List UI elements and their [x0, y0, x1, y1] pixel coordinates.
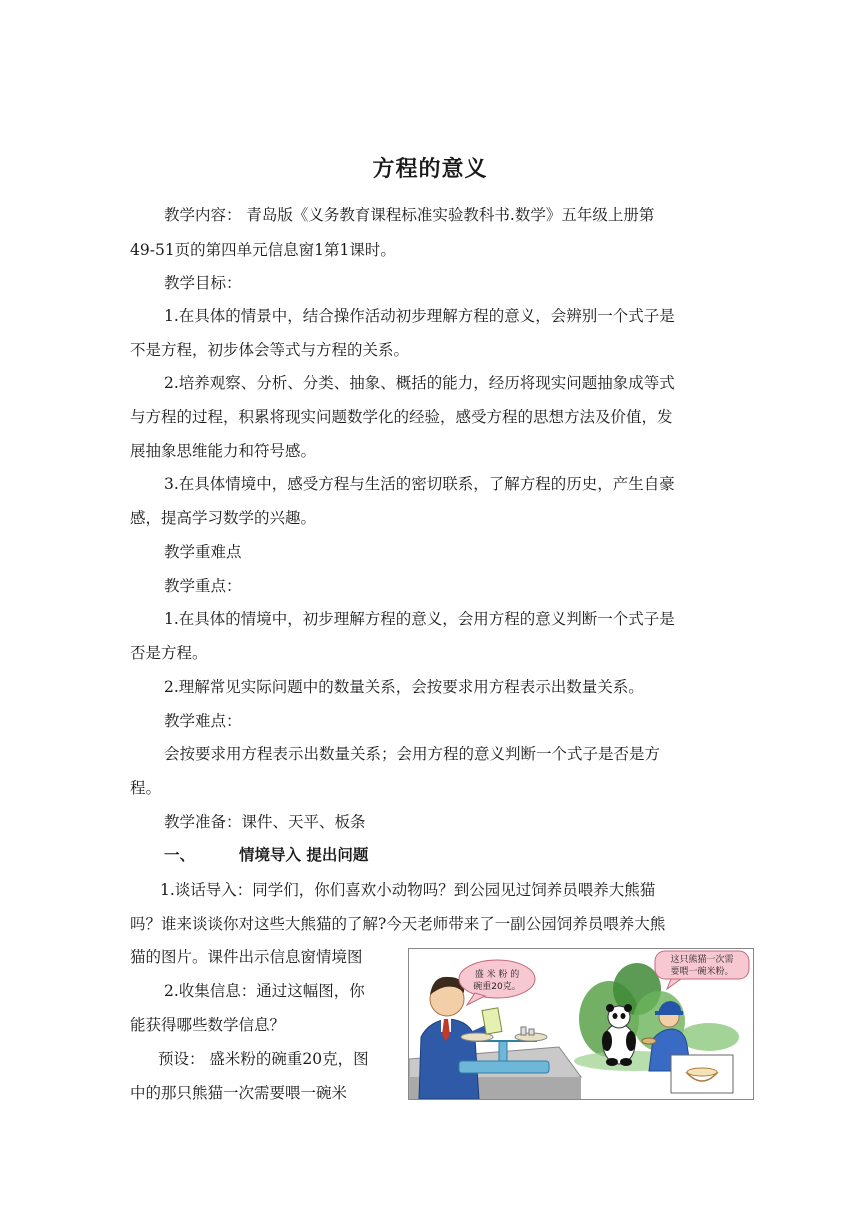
text-line: 否是方程。	[130, 644, 208, 662]
text-line: 中的那只熊猫一次需要喂一碗米	[130, 1084, 348, 1102]
page-title: 方程的意义	[372, 157, 488, 182]
balance-scale	[459, 1008, 549, 1073]
section-heading	[164, 845, 368, 865]
situation-illustration	[408, 948, 754, 1100]
text-line: 3.在具体情境中，感受方程与生活的密切联系，了解方程的历史，产生自豪	[164, 475, 675, 493]
bowl-inset	[671, 1055, 733, 1093]
bubble-right-line2: 要喂一碗米粉。	[670, 967, 734, 977]
text-line: 与方程的过程，积累将现实问题数学化的经验，感受方程的思想方法及价值，发	[130, 408, 673, 426]
text-line: 2.收集信息：通过这幅图，你	[164, 982, 365, 1000]
speech-bubble-right	[655, 951, 749, 989]
illustration-svg	[409, 949, 753, 1099]
subheading-key-points: 教学重点：	[164, 577, 242, 595]
text-line: 1.在具体的情景中，结合操作活动初步理解方程的意义，会辨别一个式子是	[164, 307, 675, 325]
speech-bubble-left	[459, 960, 535, 1005]
text-line: 不是方程，初步体会等式与方程的关系。	[130, 341, 410, 359]
text-line: 展抽象思维能力和符号感。	[130, 442, 317, 460]
text-line: 吗？谁来谈谈你对这些大熊猫的了解?今天老师带来了一副公园饲养员喂养大熊	[130, 915, 666, 933]
text-line: 能获得哪些数学信息？	[130, 1016, 286, 1034]
text-line: 1.谈话导入：同学们，你们喜欢小动物吗？到公园见过饲养员喂养大熊猫	[160, 881, 656, 899]
bubble-left-line1: 盛 米 粉 的	[474, 970, 520, 980]
text-line: 猫的图片。课件出示信息窗情境图	[130, 948, 363, 966]
text-line: 2.培养观察、分析、分类、抽象、概括的能力，经历将现实问题抽象成等式	[164, 374, 675, 392]
text-line: 预设： 盛米粉的碗重20克，图	[158, 1050, 369, 1068]
text-line: 会按要求用方程表示出数量关系；会用方程的意义判断一个式子是否是方	[164, 745, 661, 763]
section-title: 情境导入 提出问题	[239, 846, 369, 864]
text-line: 感，提高学习数学的兴趣。	[130, 509, 317, 527]
text-line: 49-51页的第四单元信息窗1第1课时。	[130, 241, 396, 259]
text-line: 教学准备：课件、天平、板条	[164, 813, 366, 831]
text-line: 1.在具体的情境中，初步理解方程的意义，会用方程的意义判断一个式子是	[164, 610, 675, 628]
text-line: 2.理解常见实际问题中的数量关系，会按要求用方程表示出数量关系。	[164, 678, 644, 696]
bubble-left-line2: 碗重20克。	[473, 982, 521, 992]
subheading-objectives: 教学目标：	[164, 274, 242, 292]
subheading-key-difficult: 教学重难点	[164, 543, 242, 561]
section-number: 一、	[164, 846, 196, 864]
subheading-difficulties: 教学难点：	[164, 712, 242, 730]
text-line: 教学内容： 青岛版《义务教育课程标准实验教科书.数学》五年级上册第	[164, 206, 655, 224]
bubble-right-line1: 这只熊猫一次需	[670, 955, 734, 965]
text-line: 程。	[130, 779, 162, 797]
